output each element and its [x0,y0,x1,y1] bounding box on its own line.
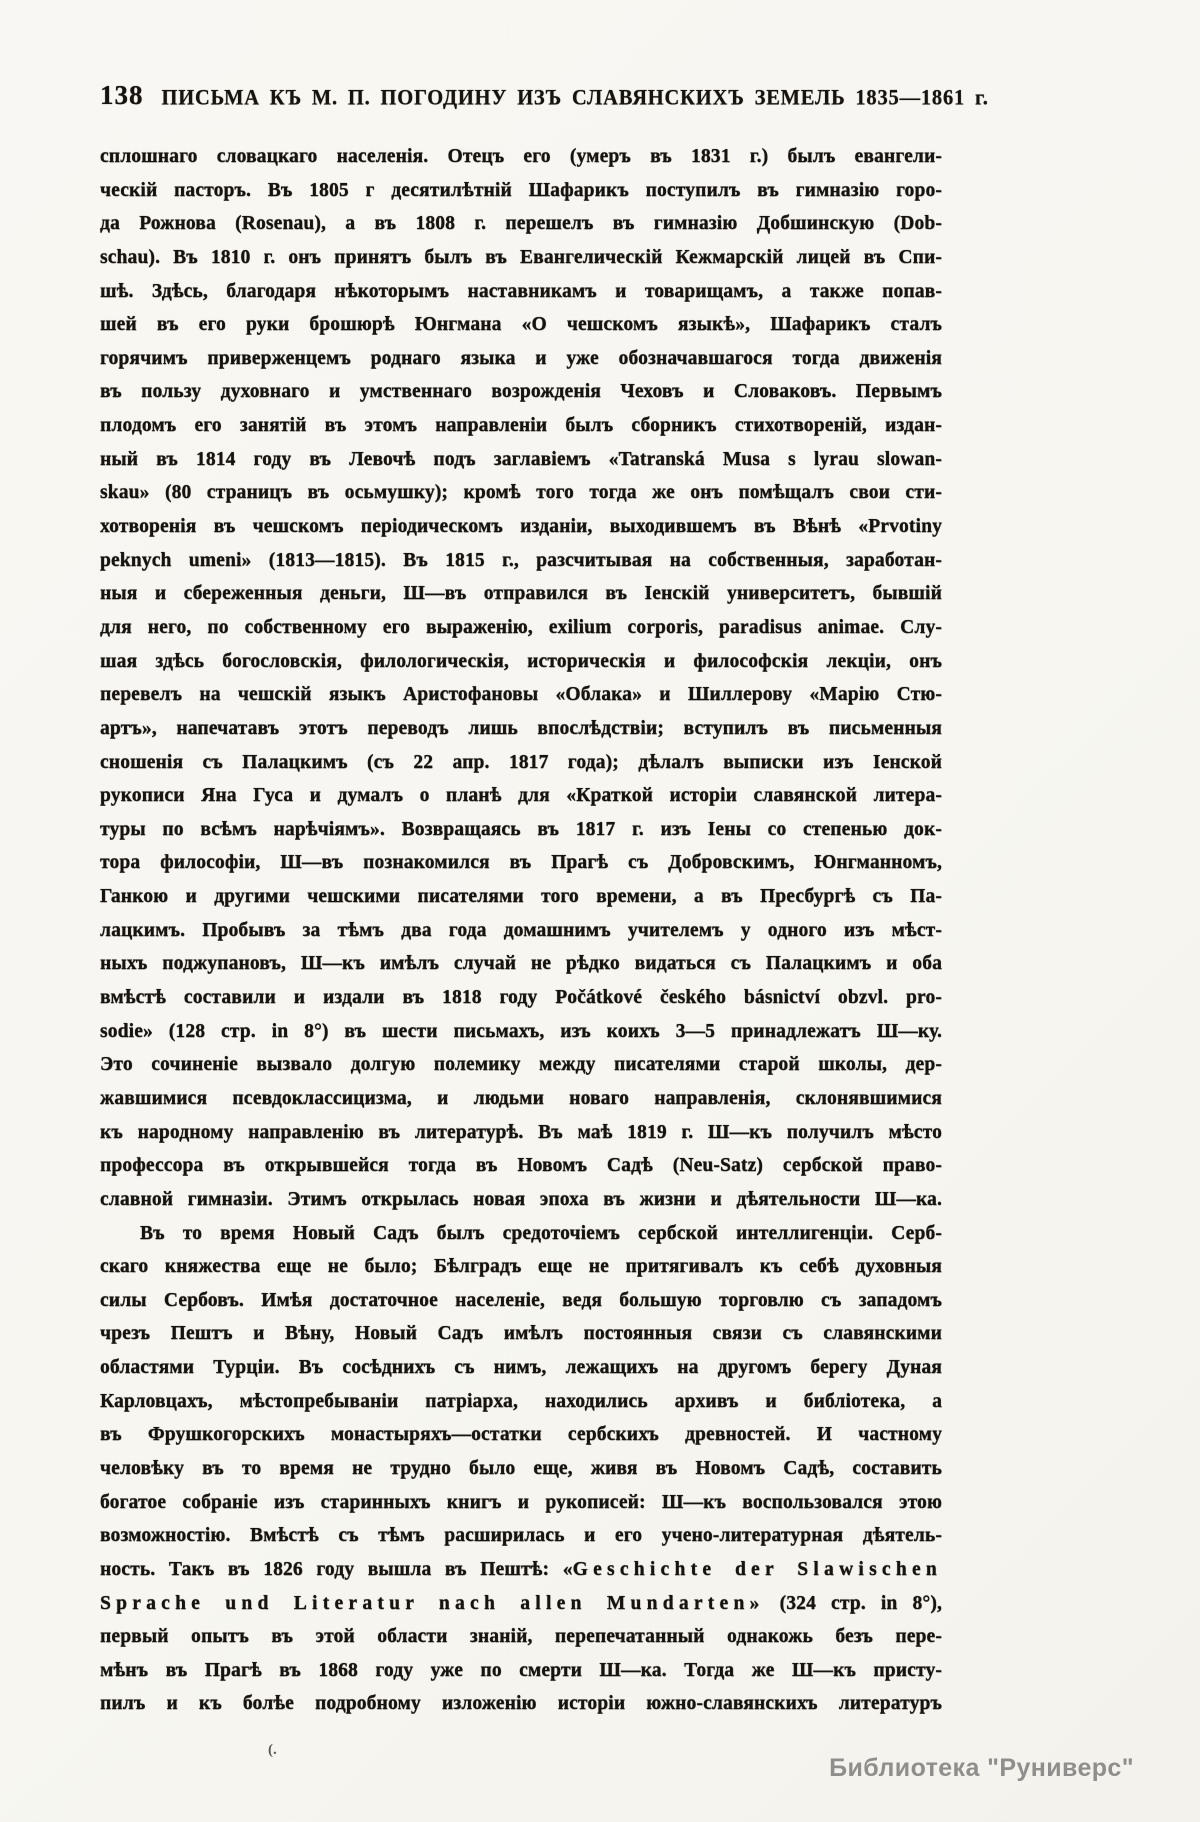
page-number: 138 [100,80,144,110]
text-line: лацкимъ. Пробывъ за тѣмъ два года домашнимъ учителемъ у одного изъ мѣст- [100,919,942,941]
text-line: пилъ и къ болѣе подробному изложенію исторіи южно-славянскихъ литературъ [100,1693,942,1715]
text-line: peknych umeni» (1813—1815). Въ 1815 г., разсчитывая на собственныя, заработан- [100,549,942,571]
text-line: мѣнъ въ Прагѣ въ 1868 году уже по смерти Ш—ка. Тогда же Ш—къ присту- [100,1659,942,1681]
text-line: Это сочиненіе вызвало долгую полемику между писателями старой школы, дер- [100,1054,942,1076]
text-line: горячимъ приверженцемъ роднаго языка и уже обозначавшагося тогда движенія [100,347,942,369]
text-line: Ганкою и другими чешскими писателями того времени, а въ Пресбургѣ съ Па- [100,886,942,908]
text-line: богатое собраніе изъ старинныхъ книгъ и рукописей: Ш—къ воспользовался этою [100,1491,942,1513]
text-line: ныхъ поджупановъ, Ш—къ имѣлъ случай не рѣдко видаться съ Палацкимъ и оба [100,953,942,975]
text-line: сплошнаго словацкаго населенія. Отецъ его (умеръ въ 1831 г.) былъ евангели- [100,146,942,167]
running-header [100,80,989,111]
text-line: перевелъ на чешскій языкъ Аристофановы «Облака» и Шиллерову «Марію Стю- [100,684,942,706]
letterspaced-text: Sprache und Literatur nach allen Mundarten» [100,1592,765,1614]
text-line: чрезъ Пештъ и Вѣну, Новый Садъ имѣлъ постоянныя связи съ славянскими [100,1323,942,1345]
text-line: сношенія съ Палацкимъ (съ 22 апр. 1817 года); дѣлалъ выписки изъ Іенской [100,751,942,773]
text-line: въ Фрушкогорскихъ монастыряхъ—остатки сербскихъ древностей. И частному [100,1424,942,1446]
text-line: областями Турціи. Въ сосѣднихъ съ нимъ, лежащихъ на другомъ берегу Дуная [100,1357,942,1379]
text-line: skau» (80 страницъ въ осьмушку); кромѣ того тогда же онъ помѣщалъ свои сти- [100,482,942,504]
text-line: sodie» (128 стр. in 8°) въ шести письмахъ, изъ коихъ 3—5 принадлежатъ Ш—ку. [100,1020,942,1042]
text-line: Карловцахъ, мѣстопребываніи патріарха, находились архивъ и библіотека, а [100,1390,942,1412]
text-line: профессора въ открывшейся тогда въ Новомъ Садѣ (Neu-Satz) сербской право- [100,1155,942,1177]
text-line: первый опытъ въ этой области знаній, перепечатанный однакожь безъ пере- [100,1626,942,1648]
text-line: хотворенія въ чешскомъ періодическомъ изданіи, выходившемъ въ Вѣнѣ «Prvotiny [100,516,942,538]
text-segment: ность. Такъ въ 1826 году вышла въ Пештѣ: « [100,1558,573,1580]
text-line: schau). Въ 1810 г. онъ принятъ былъ въ Евангелическій Кежмарскій лицей въ Спи- [100,246,942,268]
text-line: артъ», напечатавъ этотъ переводъ лишь впослѣдствіи; вступилъ въ письменныя [100,717,942,739]
text-line: да Рожнова (Rosenau), а въ 1808 г. перешелъ въ гимназію Добшинскую (Dob- [100,213,942,235]
text-line: ческій пасторъ. Въ 1805 г десятилѣтній Шафарикъ поступилъ въ гимназію горо- [100,179,942,201]
text-line: человѣку въ то время не трудно было еще, живя въ Новомъ Садѣ, составить [100,1457,942,1479]
text-line: ный въ 1814 году въ Левочѣ подъ заглавіемъ «Tatranská Musa s lyrau slowan- [100,448,942,470]
library-watermark: Библиотека "Руниверс" [829,1754,1134,1782]
text-line: жавшимися псевдоклассицизма, и людьми новаго направленія, склонявшимися [100,1087,942,1109]
text-line: шѣ. Здѣсь, благодаря нѣкоторымъ наставникамъ и товарищамъ, а также попав- [100,280,942,302]
text-line: плодомъ его занятій въ этомъ направленіи былъ сборникъ стихотвореній, издан- [100,415,942,437]
text-line: рукописи Яна Гуса и думалъ о планѣ для «Краткой исторіи славянской литера- [100,785,942,807]
text-line: славной гимназіи. Этимъ открылась новая эпоха въ жизни и дѣятельности Ш—ка. [100,1188,942,1210]
text-line: силы Сербовъ. Имѣя достаточное населеніе, ведя большую торговлю съ западомъ [100,1289,942,1311]
text-line: въ пользу духовнаго и умственнаго возрожденія Чеховъ и Словаковъ. Первымъ [100,381,942,403]
text-line: туры по всѣмъ нарѣчіямъ». Возвращаясь въ 1817 г. изъ Іены со степенью док- [100,818,942,840]
text-line: для него, по собственному его выраженію, exilium corporis, paradisus animae. Слу- [100,616,942,638]
text-line [100,1553,942,1587]
text-line: къ народному направленію въ литературѣ. Въ маѣ 1819 г. Ш—къ получилъ мѣсто [100,1121,942,1143]
body-text [100,140,942,1721]
text-line: шая здѣсь богословскія, филологическія, историческія и философскія лекціи, онъ [100,650,942,672]
text-line: тора философіи, Ш—въ познакомился въ Прагѣ съ Добровскимъ, Юнгманномъ, [100,852,942,874]
text-segment: (324 стр. in 8°), [764,1592,942,1614]
text-line: шей въ его руки брошюрѣ Юнгмана «О чешскомъ языкѣ», Шафарикъ сталъ [100,314,942,336]
print-artifact: (. [268,1742,277,1758]
text-line: Въ то время Новый Садъ былъ средоточіемъ сербской интеллигенціи. Серб- [140,1222,942,1244]
text-line [100,1587,942,1621]
text-line: ныя и сбереженныя деньги, Ш—въ отправился въ Іенскій университетъ, бывшій [100,583,942,605]
running-header-title: ПИСЬМА КЪ М. П. ПОГОДИНУ ИЗЪ СЛАВЯНСКИХЪ ЗЕМЕЛЬ 1835—1861 г. [161,86,989,110]
letterspaced-text: Geschichte der Slawischen [572,1558,942,1580]
text-line: вмѣстѣ составили и издали въ 1818 году Počátkové českého básnictví obzvl. pro- [100,987,942,1009]
text-line: скаго княжества еще не было; Бѣлградъ еще не притягивалъ къ себѣ духовныя [100,1256,942,1278]
text-line: возможностію. Вмѣстѣ съ тѣмъ расширилась и его учено-литературная дѣятель- [100,1525,942,1547]
